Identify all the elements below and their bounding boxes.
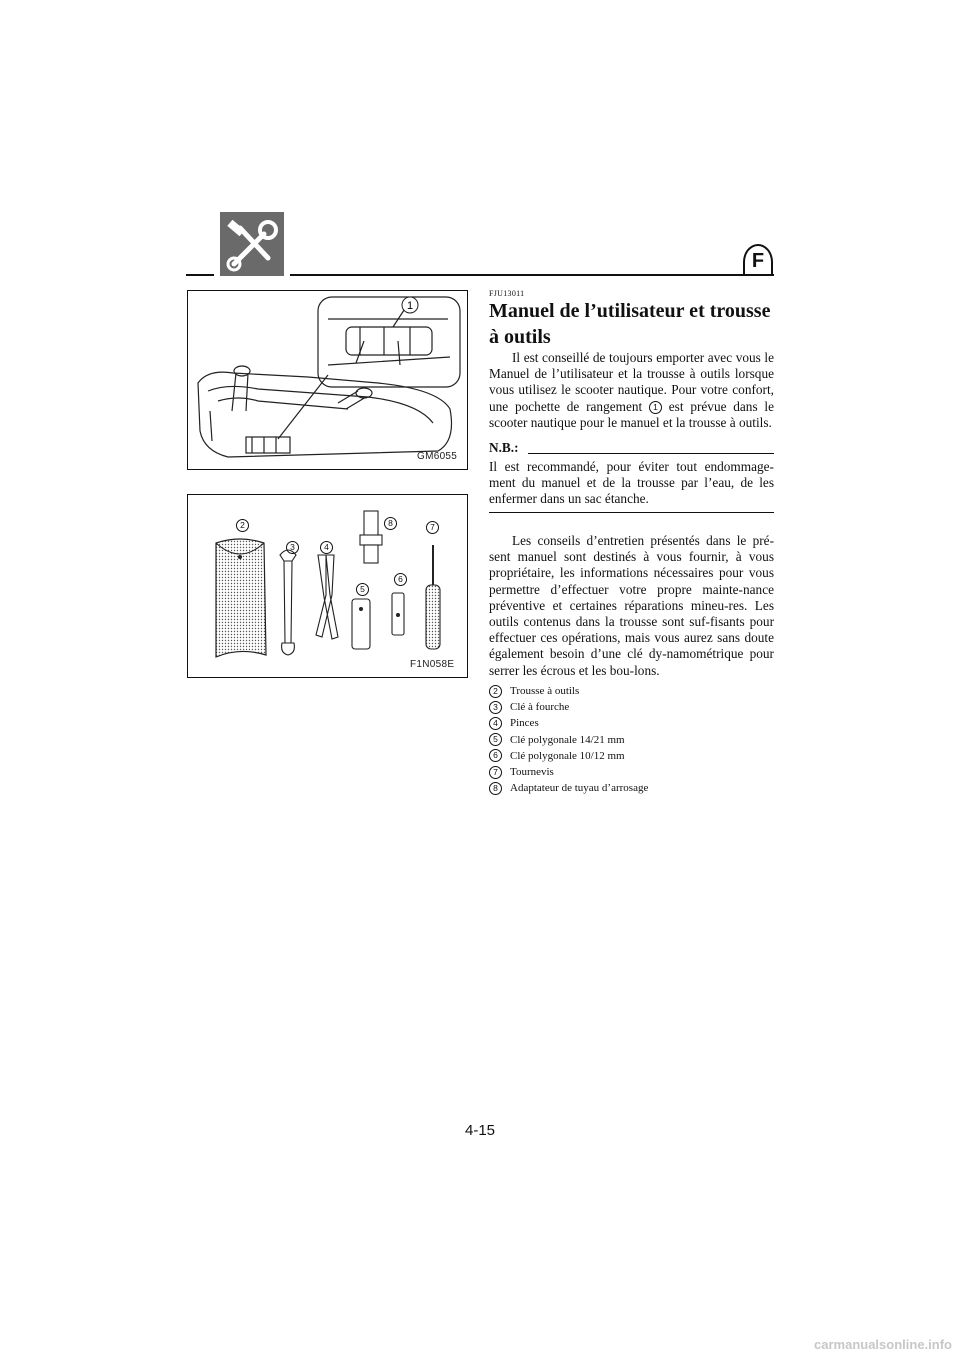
legend-item [489,780,774,796]
figure-toolkit [187,494,468,678]
callout-5: 5 [356,583,369,596]
callout-1: 1 [406,300,414,312]
language-badge: F [743,244,773,274]
legend-num: 3 [489,701,502,714]
legend-num: 7 [489,766,502,779]
note-rule-top [528,453,774,454]
legend-label: Clé polygonale 10/12 mm [510,749,625,762]
legend-num: 6 [489,749,502,762]
legend-label: Clé à fourche [510,701,570,714]
legend-item [489,715,774,731]
legend-item [489,764,774,780]
paragraph-1 [489,350,774,431]
figure-code-1: GM6055 [417,451,458,462]
inline-callout-1: 1 [649,401,662,414]
storage-pouch-illustration [188,291,466,468]
legend-label: Tournevis [510,765,554,778]
legend-item [489,683,774,699]
legend-item [489,699,774,715]
note-rule-bottom [489,512,774,513]
legend-num: 2 [489,685,502,698]
legend-label: Clé polygonale 14/21 mm [510,733,625,746]
paragraph-2: Les conseils d’entretien présentés dans le pré-sent manuel sont destinés à vous fournir, à vous propriétaire, les informations nécessaires pour vous permettre d’effectuer votre propre mainte-nance préventive et certaines réparations mineu-res. Les outils contenus dans la trousse sont suf-fisants pour effectuer ces opérations, mais vous aurez sans doute également besoin d’une clé dy-namométrique pour serrer les écrous et les bou-lons. [489,533,774,678]
section-title [489,298,774,350]
legend-num: 4 [489,717,502,730]
callout-3: 3 [286,541,299,554]
figure-code-2: F1N058E [410,659,455,670]
callout-6: 6 [394,573,407,586]
watermark: carmanualsonline.info [814,1337,952,1352]
legend-num: 8 [489,782,502,795]
legend-item [489,732,774,748]
legend-label: Trousse à outils [510,685,580,697]
tools-icon [220,212,284,276]
callout-2: 2 [236,519,249,532]
toolkit-illustration [188,495,466,676]
paragraph-1-text-b: est prévue dans le scooter nautique pour le manuel et la trousse à outils. [489,398,775,430]
legend-item [489,748,774,764]
reference-code: FJU13011 [489,289,525,298]
callout-8: 8 [384,517,397,530]
section-title-line-2: à outils [489,326,551,348]
note-label: N.B.: [489,440,519,455]
legend-label: Pinces [510,717,539,730]
header-rule-right [290,274,774,276]
legend-label: Adaptateur de tuyau d’arrosage [510,782,649,795]
figure-storage-pouch [187,290,468,470]
legend-list [489,683,774,796]
callout-4: 4 [320,541,333,554]
legend-num: 5 [489,733,502,746]
page-number: 4-15 [464,1122,496,1139]
callout-7: 7 [426,521,439,534]
paragraph-1-text-a: Il est conseillé de toujours emporter avec vous le Manuel de l’utilisateur et la trousse à outils lorsque vous utilisez le scooter nautique. Pour votre confort, une pochette de rangement [489,350,774,414]
header-rule-left [186,274,214,276]
section-title-line-1: Manuel de l’utilisateur et trousse [489,300,771,322]
note-text: Il est recommandé, pour éviter tout endommage-ment du manuel et de la trousse par l’eau, de les enfermer dans un sac étanche. [489,459,774,507]
maintenance-tools-icon [220,212,284,276]
